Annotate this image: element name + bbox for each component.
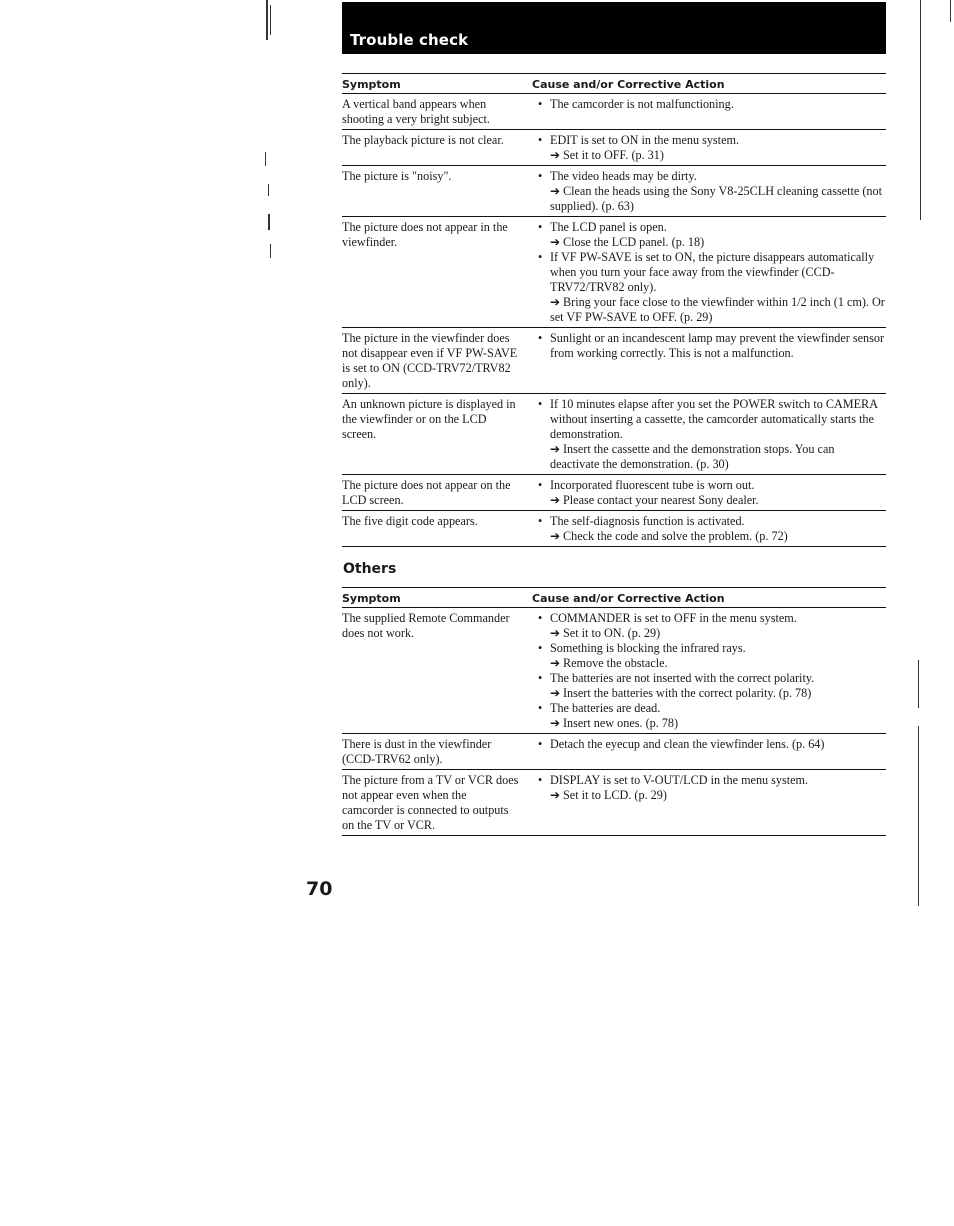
table-row bbox=[342, 217, 886, 328]
item-text: Something is blocking the infrared rays. bbox=[550, 641, 746, 655]
corrective-action bbox=[532, 716, 886, 731]
item-text: The self-diagnosis function is activated. bbox=[550, 514, 745, 528]
col-cause-header: Cause and/or Corrective Action bbox=[532, 588, 886, 608]
cause-list bbox=[532, 611, 886, 731]
cause-cell bbox=[532, 394, 886, 475]
item-text: Insert the cassette and the demonstration stops. You can deactivate the demonstration. (p. 30) bbox=[550, 442, 835, 471]
arrow-right-icon: ➔ bbox=[550, 493, 561, 507]
cause-item bbox=[532, 611, 886, 626]
arrow-right-icon: ➔ bbox=[550, 295, 561, 309]
corrective-action bbox=[532, 788, 886, 803]
item-text: Sunlight or an incandescent lamp may prevent the viewfinder sensor from working correctly. This is not a malfunction. bbox=[550, 331, 885, 360]
symptom-cell: The picture from a TV or VCR does not appear even when the camcorder is connected to outputs on the TV or VCR. bbox=[342, 770, 532, 836]
trouble-table bbox=[342, 73, 886, 547]
item-text: Set it to LCD. (p. 29) bbox=[563, 788, 667, 802]
item-text: DISPLAY is set to V-OUT/LCD in the menu system. bbox=[550, 773, 809, 787]
symptom-cell: The five digit code appears. bbox=[342, 511, 532, 547]
cause-cell bbox=[532, 130, 886, 166]
cause-list bbox=[532, 514, 886, 544]
corrective-action bbox=[532, 235, 886, 250]
arrow-right-icon: ➔ bbox=[550, 716, 561, 730]
table-row bbox=[342, 475, 886, 511]
table-row bbox=[342, 328, 886, 394]
symptom-cell: An unknown picture is displayed in the viewfinder or on the LCD screen. bbox=[342, 394, 532, 475]
table-header-row bbox=[342, 74, 886, 94]
scan-mark bbox=[270, 244, 271, 258]
cause-item bbox=[532, 641, 886, 656]
item-text: Insert new ones. (p. 78) bbox=[563, 716, 679, 730]
item-text: The camcorder is not malfunctioning. bbox=[550, 97, 734, 111]
item-text: Check the code and solve the problem. (p. 72) bbox=[563, 529, 788, 543]
corrective-action bbox=[532, 442, 886, 472]
arrow-right-icon: ➔ bbox=[550, 626, 561, 640]
scan-mark bbox=[265, 152, 266, 166]
symptom-cell: The picture does not appear on the LCD screen. bbox=[342, 475, 532, 511]
item-text: Clean the heads using the Sony V8-25CLH cleaning cassette (not supplied). (p. 63) bbox=[550, 184, 882, 213]
page-number: 70 bbox=[306, 878, 333, 900]
cause-cell bbox=[532, 608, 886, 734]
arrow-right-icon: ➔ bbox=[550, 656, 561, 670]
page-title: Trouble check bbox=[350, 31, 469, 49]
cause-list bbox=[532, 478, 886, 508]
cause-item bbox=[532, 773, 886, 788]
table-row bbox=[342, 94, 886, 130]
scan-mark bbox=[266, 0, 268, 40]
corrective-action bbox=[532, 656, 886, 671]
scan-mark bbox=[950, 0, 951, 22]
scan-mark bbox=[920, 0, 921, 220]
corrective-action bbox=[532, 626, 886, 641]
scan-mark bbox=[270, 5, 271, 35]
cause-list bbox=[532, 220, 886, 325]
cause-item bbox=[532, 169, 886, 184]
item-text: If 10 minutes elapse after you set the POWER switch to CAMERA without inserting a cassette, the camcorder automatically starts the demonstration. bbox=[550, 397, 878, 441]
item-text: EDIT is set to ON in the menu system. bbox=[550, 133, 740, 147]
scan-mark bbox=[268, 214, 270, 230]
item-text: Bring your face close to the viewfinder within 1/2 inch (1 cm). Or set VF PW-SAVE to OFF. (p. 29) bbox=[550, 295, 885, 324]
cause-list bbox=[532, 397, 886, 472]
symptom-cell: The playback picture is not clear. bbox=[342, 130, 532, 166]
arrow-right-icon: ➔ bbox=[550, 529, 561, 543]
cause-list bbox=[532, 331, 886, 361]
arrow-right-icon: ➔ bbox=[550, 148, 561, 162]
cause-item bbox=[532, 478, 886, 493]
cause-cell bbox=[532, 328, 886, 394]
arrow-right-icon: ➔ bbox=[550, 788, 561, 802]
corrective-action bbox=[532, 529, 886, 544]
symptom-cell: There is dust in the viewfinder (CCD-TRV62 only). bbox=[342, 734, 532, 770]
cause-item bbox=[532, 133, 886, 148]
cause-list bbox=[532, 97, 886, 112]
table-row bbox=[342, 166, 886, 217]
trouble-table-body bbox=[342, 94, 886, 547]
arrow-right-icon: ➔ bbox=[550, 184, 561, 198]
col-cause-header: Cause and/or Corrective Action bbox=[532, 74, 886, 94]
item-text: The video heads may be dirty. bbox=[550, 169, 697, 183]
cause-cell bbox=[532, 166, 886, 217]
table-header-row bbox=[342, 588, 886, 608]
header-bar bbox=[342, 2, 886, 54]
item-text: Insert the batteries with the correct polarity. (p. 78) bbox=[563, 686, 812, 700]
item-text: Please contact your nearest Sony dealer. bbox=[563, 493, 759, 507]
arrow-right-icon: ➔ bbox=[550, 686, 561, 700]
item-text: Set it to OFF. (p. 31) bbox=[563, 148, 664, 162]
item-text: Remove the obstacle. bbox=[563, 656, 668, 670]
section-title-others: Others bbox=[343, 561, 397, 577]
symptom-cell: The picture does not appear in the viewfinder. bbox=[342, 217, 532, 328]
table-row bbox=[342, 394, 886, 475]
cause-cell bbox=[532, 475, 886, 511]
cause-cell bbox=[532, 94, 886, 130]
col-symptom-header: Symptom bbox=[342, 74, 532, 94]
item-text: Incorporated fluorescent tube is worn out. bbox=[550, 478, 755, 492]
cause-cell bbox=[532, 734, 886, 770]
cause-item bbox=[532, 97, 886, 112]
corrective-action bbox=[532, 686, 886, 701]
corrective-action bbox=[532, 493, 886, 508]
item-text: Close the LCD panel. (p. 18) bbox=[563, 235, 705, 249]
cause-item bbox=[532, 220, 886, 235]
cause-item bbox=[532, 671, 886, 686]
others-table-body bbox=[342, 608, 886, 836]
scan-mark bbox=[268, 184, 269, 196]
corrective-action bbox=[532, 295, 886, 325]
symptom-cell: A vertical band appears when shooting a very bright subject. bbox=[342, 94, 532, 130]
table-row bbox=[342, 511, 886, 547]
item-text: Detach the eyecup and clean the viewfinder lens. (p. 64) bbox=[550, 737, 825, 751]
arrow-right-icon: ➔ bbox=[550, 442, 561, 456]
cause-item bbox=[532, 737, 886, 752]
arrow-right-icon: ➔ bbox=[550, 235, 561, 249]
cause-item bbox=[532, 397, 886, 442]
cause-cell bbox=[532, 511, 886, 547]
symptom-cell: The picture is "noisy". bbox=[342, 166, 532, 217]
scan-mark bbox=[918, 726, 919, 906]
item-text: If VF PW-SAVE is set to ON, the picture disappears automatically when you turn your face away from the viewfinder (CCD-TRV72/TRV82 only). bbox=[550, 250, 875, 294]
item-text: The batteries are dead. bbox=[550, 701, 661, 715]
corrective-action bbox=[532, 184, 886, 214]
cause-list bbox=[532, 737, 886, 752]
item-text: The LCD panel is open. bbox=[550, 220, 667, 234]
table-row bbox=[342, 130, 886, 166]
cause-list bbox=[532, 169, 886, 214]
table-row bbox=[342, 608, 886, 734]
cause-item bbox=[532, 701, 886, 716]
symptom-cell: The supplied Remote Commander does not work. bbox=[342, 608, 532, 734]
cause-list bbox=[532, 133, 886, 163]
col-symptom-header: Symptom bbox=[342, 588, 532, 608]
cause-list bbox=[532, 773, 886, 803]
item-text: COMMANDER is set to OFF in the menu system. bbox=[550, 611, 797, 625]
cause-cell bbox=[532, 770, 886, 836]
symptom-cell: The picture in the viewfinder does not disappear even if VF PW-SAVE is set to ON (CCD-TRV72/TRV82 only). bbox=[342, 328, 532, 394]
table-row bbox=[342, 770, 886, 836]
item-text: Set it to ON. (p. 29) bbox=[563, 626, 661, 640]
cause-cell bbox=[532, 217, 886, 328]
scan-mark bbox=[918, 660, 919, 708]
others-table bbox=[342, 587, 886, 836]
item-text: The batteries are not inserted with the correct polarity. bbox=[550, 671, 815, 685]
cause-item bbox=[532, 514, 886, 529]
corrective-action bbox=[532, 148, 886, 163]
cause-item bbox=[532, 250, 886, 295]
cause-item bbox=[532, 331, 886, 361]
table-row bbox=[342, 734, 886, 770]
